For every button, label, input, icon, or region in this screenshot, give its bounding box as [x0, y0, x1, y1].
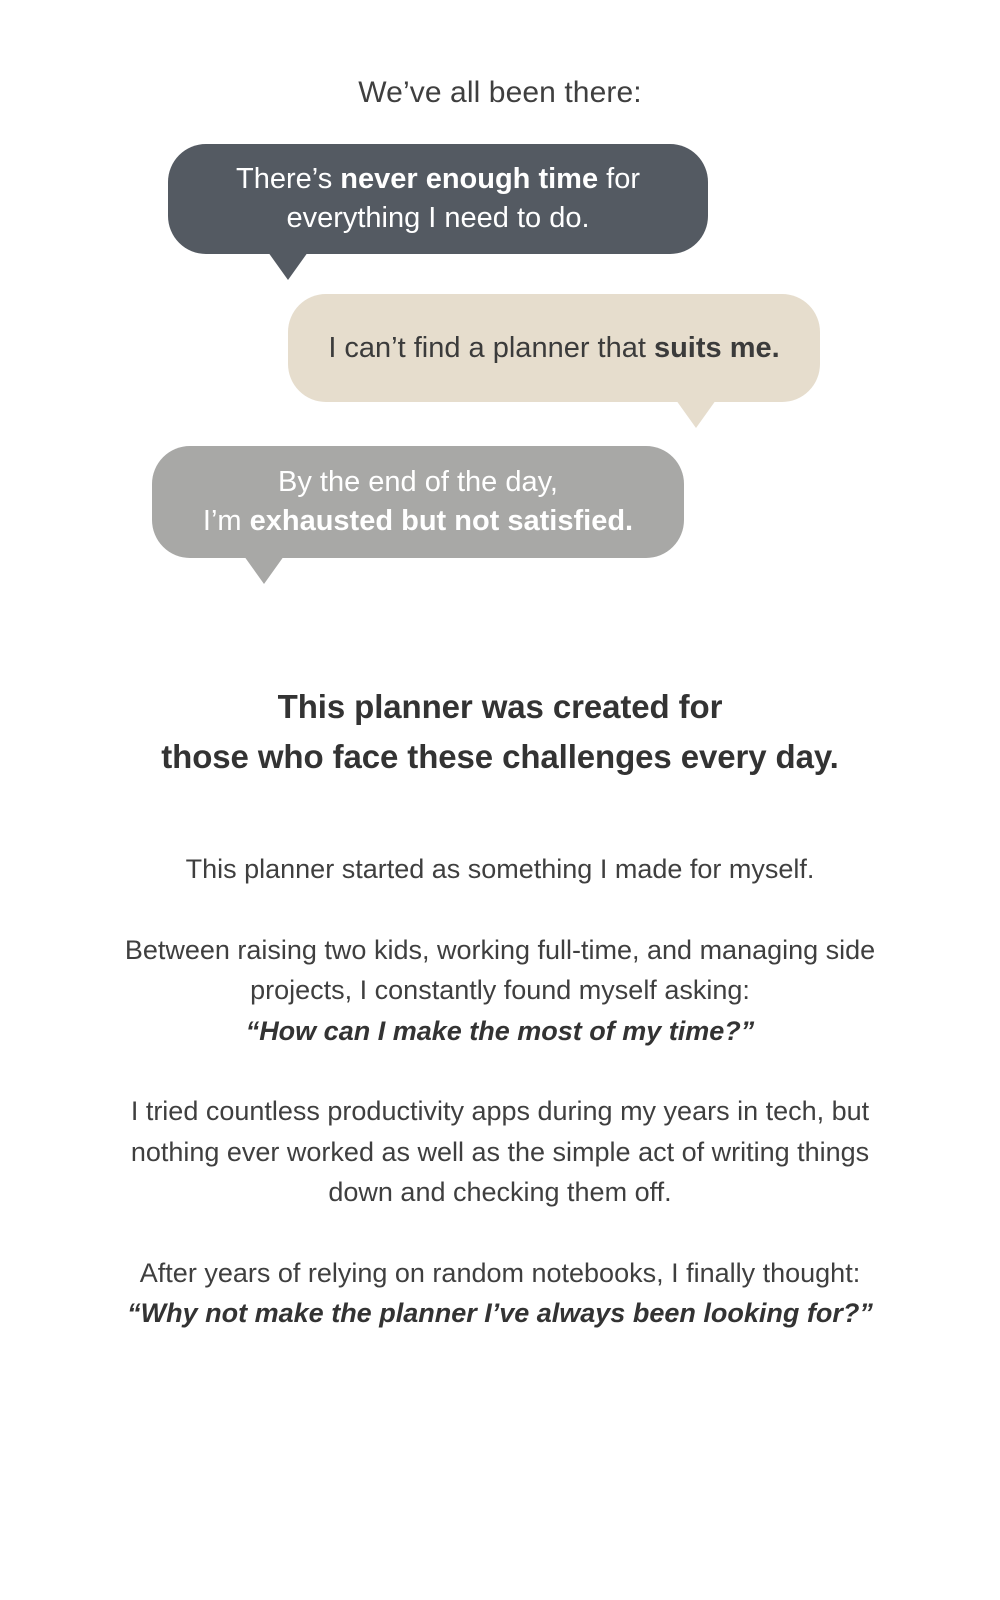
bubble-1-line1-pre: There’s — [236, 163, 341, 196]
bubble-row-2 — [0, 294, 1000, 402]
paragraph-2-quote: “How can I make the most of my time?” — [245, 1015, 755, 1046]
bubble-row-1 — [0, 144, 1000, 254]
bubble-1-line1-post: for — [598, 163, 640, 196]
body-copy — [0, 849, 1000, 1334]
bubble-suits-me — [288, 294, 820, 402]
paragraph-1 — [42, 849, 958, 890]
bubble-2-line1-bold: suits me. — [653, 331, 780, 364]
bubble-2-tail — [676, 400, 716, 428]
paragraph-3-line-1: I tried countless productivity apps during my years in tech, but — [130, 1096, 870, 1126]
page-headline — [0, 682, 1000, 781]
paragraph-2 — [42, 930, 958, 1052]
bubble-1-line2: everything I need to do. — [286, 202, 590, 234]
paragraph-4 — [42, 1253, 958, 1334]
paragraph-1-text: This planner started as something I made for myself. — [185, 854, 815, 884]
intro-text: We’ve all been there: — [358, 76, 642, 109]
paragraph-4-quote: “Why not make the planner I’ve always been looking for?” — [127, 1298, 873, 1328]
headline-line-1: This planner was created for — [277, 688, 723, 725]
bubble-3-line2-pre: I’m — [202, 505, 250, 537]
bubble-3-line1: By the end of the day, — [278, 466, 558, 499]
paragraph-4-line-1: After years of relying on random notebooks, I finally thought: — [139, 1257, 861, 1288]
bubble-1-tail — [268, 252, 308, 280]
headline-line-2: those who face these challenges every day. — [161, 737, 839, 775]
bubble-3-text — [203, 463, 633, 540]
bubble-3-line2-bold: exhausted but not satisfied. — [249, 505, 634, 537]
paragraph-3-line-3: down and checking them off. — [328, 1177, 672, 1207]
bubble-3-tail — [244, 556, 284, 584]
paragraph-2-line-2: projects, I constantly found myself asking: — [250, 975, 750, 1005]
bubble-never-enough-time — [168, 144, 708, 254]
paragraph-2-line-1: Between raising two kids, working full-time, and managing side — [124, 934, 876, 965]
bubble-exhausted — [152, 446, 684, 558]
paragraph-3-line-2: nothing ever worked as well as the simple act of writing things — [130, 1136, 870, 1167]
bubble-2-line1-pre: I can’t find a planner that — [328, 331, 654, 364]
speech-bubble-group — [0, 144, 1000, 558]
bubble-2-text — [328, 329, 779, 368]
bubble-1-line1-bold: never enough time — [340, 163, 599, 196]
paragraph-3 — [42, 1091, 958, 1213]
bubble-row-3 — [0, 446, 1000, 558]
bubble-1-text — [236, 160, 640, 237]
